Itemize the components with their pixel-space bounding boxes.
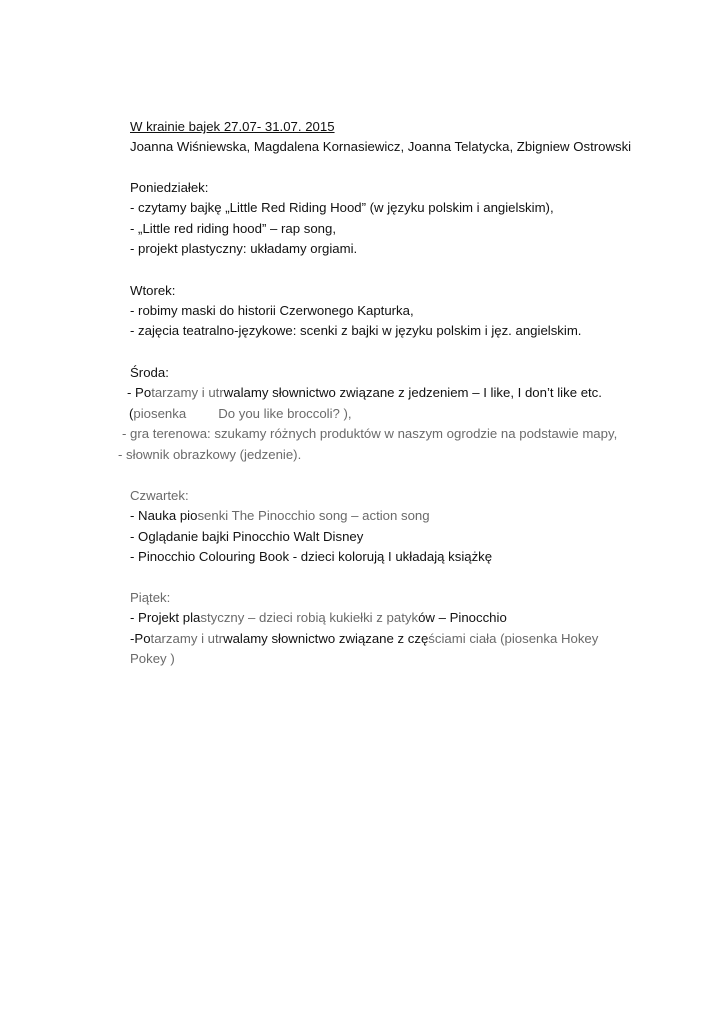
wednesday-item-1-part-3: walamy s [223, 385, 279, 400]
friday-item-2-continued: Pokey ) [130, 651, 175, 666]
thursday-item-1-part-1: - Nauka pio [130, 508, 198, 523]
friday-item-1-part-1: - Projekt pla [130, 610, 201, 625]
friday-item-2-part-3: walamy słownictwo związane z czę [223, 631, 429, 646]
tuesday-heading: Wtorek: [130, 283, 176, 298]
thursday-item-1 [130, 507, 430, 525]
wednesday-item-2-part-1: ( [129, 406, 134, 421]
wednesday-heading: Środa: [130, 365, 169, 380]
friday-heading: Piątek: [130, 590, 171, 605]
authors-line: Joanna Wiśniewska, Magdalena Kornasiewicz, Joanna Telatycka, Zbigniew Ostrowski [130, 139, 632, 154]
monday-heading: Poniedziałek: [130, 180, 209, 195]
friday-item-1-part-2: styczny – dzieci robią kukiełki z patyk [200, 610, 419, 625]
wednesday-item-4: - słownik obrazkowy (jedzenie). [118, 447, 302, 462]
wednesday-item-1 [127, 384, 602, 402]
wednesday-item-1-part-2: tarzamy i utr [151, 385, 224, 400]
tuesday-item-2: - zajęcia teatralno-językowe: scenki z bajki w języku polskim i jęz. angielskim. [130, 323, 582, 338]
friday-item-1-part-4: w – Pinocchio [425, 610, 507, 625]
monday-item-1: - czytamy bajkę „Little Red Riding Hood” (w języku polskim i angielskim), [130, 200, 554, 215]
friday-item-2-part-2: tarzamy i utr [150, 631, 224, 646]
page-title: W krainie bajek 27.07- 31.07. 2015 [130, 119, 335, 134]
monday-item-3: - projekt plastyczny: układamy orgiami. [130, 241, 358, 256]
wednesday-item-1-part-1: - Po [127, 385, 152, 400]
friday-item-2-part-4: ściami ciała (piosenka Hokey [428, 631, 599, 646]
tuesday-item-1: - robimy maski do historii Czerwonego Kapturka, [130, 303, 414, 318]
friday-item-2 [130, 630, 598, 648]
friday-item-1-part-3: ó [418, 610, 426, 625]
wednesday-item-2 [129, 405, 352, 423]
wednesday-item-2-part-2: piosenka [133, 406, 187, 421]
thursday-item-1-part-2: senki The Pinocchio song – action song [197, 508, 430, 523]
wednesday-item-2-part-3: Do you like broccoli? ), [218, 406, 352, 421]
wednesday-item-1-part-4: łownictwo związane z jedzeniem – I like, I don’t like etc. [278, 385, 602, 400]
thursday-item-2: - Oglądanie bajki Pinocchio Walt Disney [130, 529, 364, 544]
friday-item-2-part-1: -Po [130, 631, 151, 646]
wednesday-item-3: - gra terenowa: szukamy różnych produktów w naszym ogrodzie na podstawie mapy, [122, 426, 618, 441]
thursday-item-3: - Pinocchio Colouring Book - dzieci kolorują I układają książkę [130, 549, 493, 564]
friday-item-1 [130, 609, 507, 627]
thursday-heading: Czwartek: [130, 488, 189, 503]
monday-item-2: - „Little red riding hood” – rap song, [130, 221, 336, 236]
